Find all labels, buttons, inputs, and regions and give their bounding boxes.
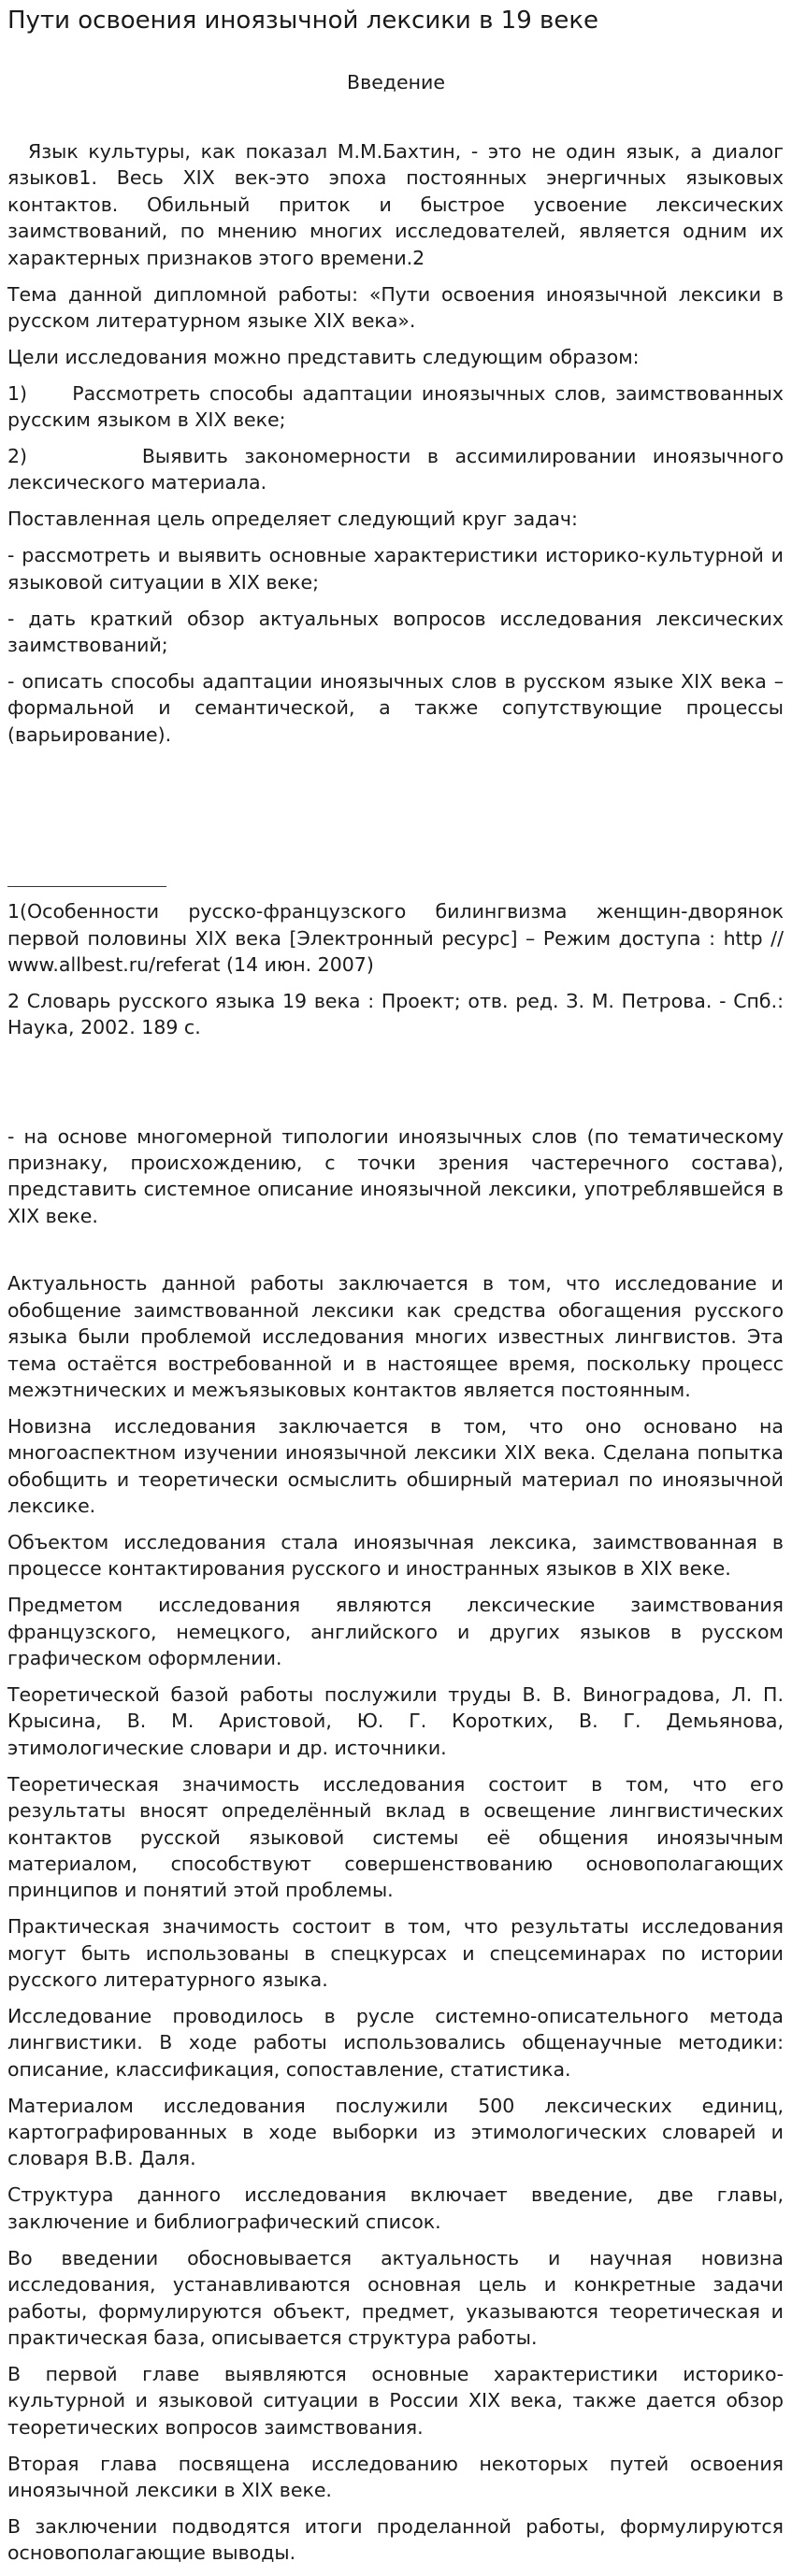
paragraph-tasks-lead: Поставленная цель определяет следующий круг задач: bbox=[7, 508, 578, 531]
footnote-separator bbox=[7, 886, 166, 887]
footnote-2: 2 Словарь русского языка 19 века : Проект; отв. ред. З. М. Петрова. - Спб.: Наука, 2002. 189 с. bbox=[7, 989, 784, 1039]
paragraph-method: Исследование проводилось в русле системно-описательного метода лингвистики. В ходе работы использовались общенаучные методики: описание, классификация, сопоставление, статистика. bbox=[7, 2004, 784, 2081]
paragraph-relevance: Актуальность данной работы заключается в том, что исследование и обобщение заимствованной лексики как средства обогащения русского языка были проблемой исследования многих известных лингвистов. Эта тема остаётся востребованной и в настоящее время, поскольку процесс межэтнических и межъязыковых контактов является постоянным. bbox=[7, 1272, 784, 1401]
paragraph-theoretical-base: Теоретической базой работы послужили труды В. В. Виноградова, Л. П. Крысина, В. М. Аристовой, Ю. Г. Коротких, В. Г. Демьянова, этимологические словари и др. источники. bbox=[7, 1682, 784, 1759]
paragraph-object: Объектом исследования стала иноязычная лексика, заимствованная в процессе контактирования русского и иностранных языков в XIX веке. bbox=[7, 1530, 784, 1581]
paragraph-intro: Язык культуры, как показал М.М.Бахтин, - это не один язык, а диалог языков1. Весь XIX век-это эпоха постоянных энергичных языковых контактов. Обильный приток и быстрое усвоение лексических заимствований, по мнению многих исследователей, является одним их характерных признаков этого времени.2 bbox=[7, 140, 784, 269]
task-item-3: - описать способы адаптации иноязычных слов в русском языке XIX века – формальной и семантической, а также сопутствующие процессы (варьирование). bbox=[7, 669, 784, 746]
paragraph-topic: Тема данной дипломной работы: «Пути освоения иноязычной лексики в русском литературном языке XIX века». bbox=[7, 282, 784, 332]
paragraph-chapter-1-summary: В первой главе выявляются основные характеристики историко-культурной и языковой ситуации в России XIX века, также дается обзор теоретических вопросов заимствования. bbox=[7, 2362, 784, 2439]
goal-item-2: 2) Выявить закономерности в ассимилировании иноязычного лексического материала. bbox=[7, 445, 784, 494]
paragraph-novelty: Новизна исследования заключается в том, что оно основано на многоаспектном изучении иноязычной лексики XIX века. Сделана попытка обобщить и теоретически осмыслить обширный материал по иноязычной лексике. bbox=[7, 1414, 784, 1518]
footnote-1: 1(Особенности русско-французского билингвизма женщин-дворянок первой половины XIX века [Электронный ресурс] – Режим доступа : http // www.allbest.ru/referat (14 июн. 2007) bbox=[7, 900, 784, 976]
task-item-1: - рассмотреть и выявить основные характеристики историко-культурной и языковой ситуации в XIX веке; bbox=[7, 544, 784, 594]
paragraph-conclusion-summary: В заключении подводятся итоги проделанной работы, формулируются основополагающие выводы. bbox=[7, 2514, 784, 2565]
task-item-2: - дать краткий обзор актуальных вопросов исследования лексических заимствований; bbox=[7, 607, 784, 656]
paragraph-theoretical-significance: Теоретическая значимость исследования состоит в том, что его результаты вносят определённый вклад в освещение лингвистических контактов русской языковой системы её общения иноязычным материалом, способствуют совершенствованию основополагающих принципов и понятий этой проблемы. bbox=[7, 1772, 784, 1902]
document-body bbox=[7, 138, 784, 2576]
paragraph-practical-significance: Практическая значимость состоит в том, что результаты исследования могут быть использованы в спецкурсах и спецсеминарах по истории русского литературного языка. bbox=[7, 1915, 784, 1992]
paragraph-material: Материалом исследования послужили 500 лексических единиц, картографированных в ходе выборки из этимологических словарей и словаря В.В. Даля. bbox=[7, 2094, 784, 2170]
paragraph-structure: Структура данного исследования включает введение, две главы, заключение и библиографический список. bbox=[7, 2183, 784, 2233]
paragraph-goals-lead: Цели исследования можно представить следующим образом: bbox=[7, 345, 640, 368]
task-item-4: - на основе многомерной типологии иноязычных слов (по тематическому признаку, происхождению, с точки зрения частеречного состава), представить системное описание иноязычной лексики, употреблявшейся в XIX веке. bbox=[7, 1124, 784, 1227]
document-title: Пути освоения иноязычной лексики в 19 веке bbox=[7, 7, 599, 35]
paragraph-introduction-summary: Во введении обосновывается актуальность и научная новизна исследования, устанавливаются основная цель и конкретные задачи работы, формулируются объект, предмет, указываются теоретическая и практическая база, описывается структура работы. bbox=[7, 2246, 784, 2349]
paragraph-subject: Предметом исследования являются лексические заимствования французского, немецкого, английского и других языков в русском графическом оформлении. bbox=[7, 1594, 784, 1670]
paragraph-chapter-2-summary: Вторая глава посвящена исследованию некоторых путей освоения иноязычной лексики в XIX веке. bbox=[7, 2452, 784, 2501]
goal-item-1: 1) Рассмотреть способы адаптации иноязычных слов, заимствованных русским языком в XIX веке; bbox=[7, 381, 784, 432]
section-heading-introduction: Введение bbox=[347, 71, 445, 93]
